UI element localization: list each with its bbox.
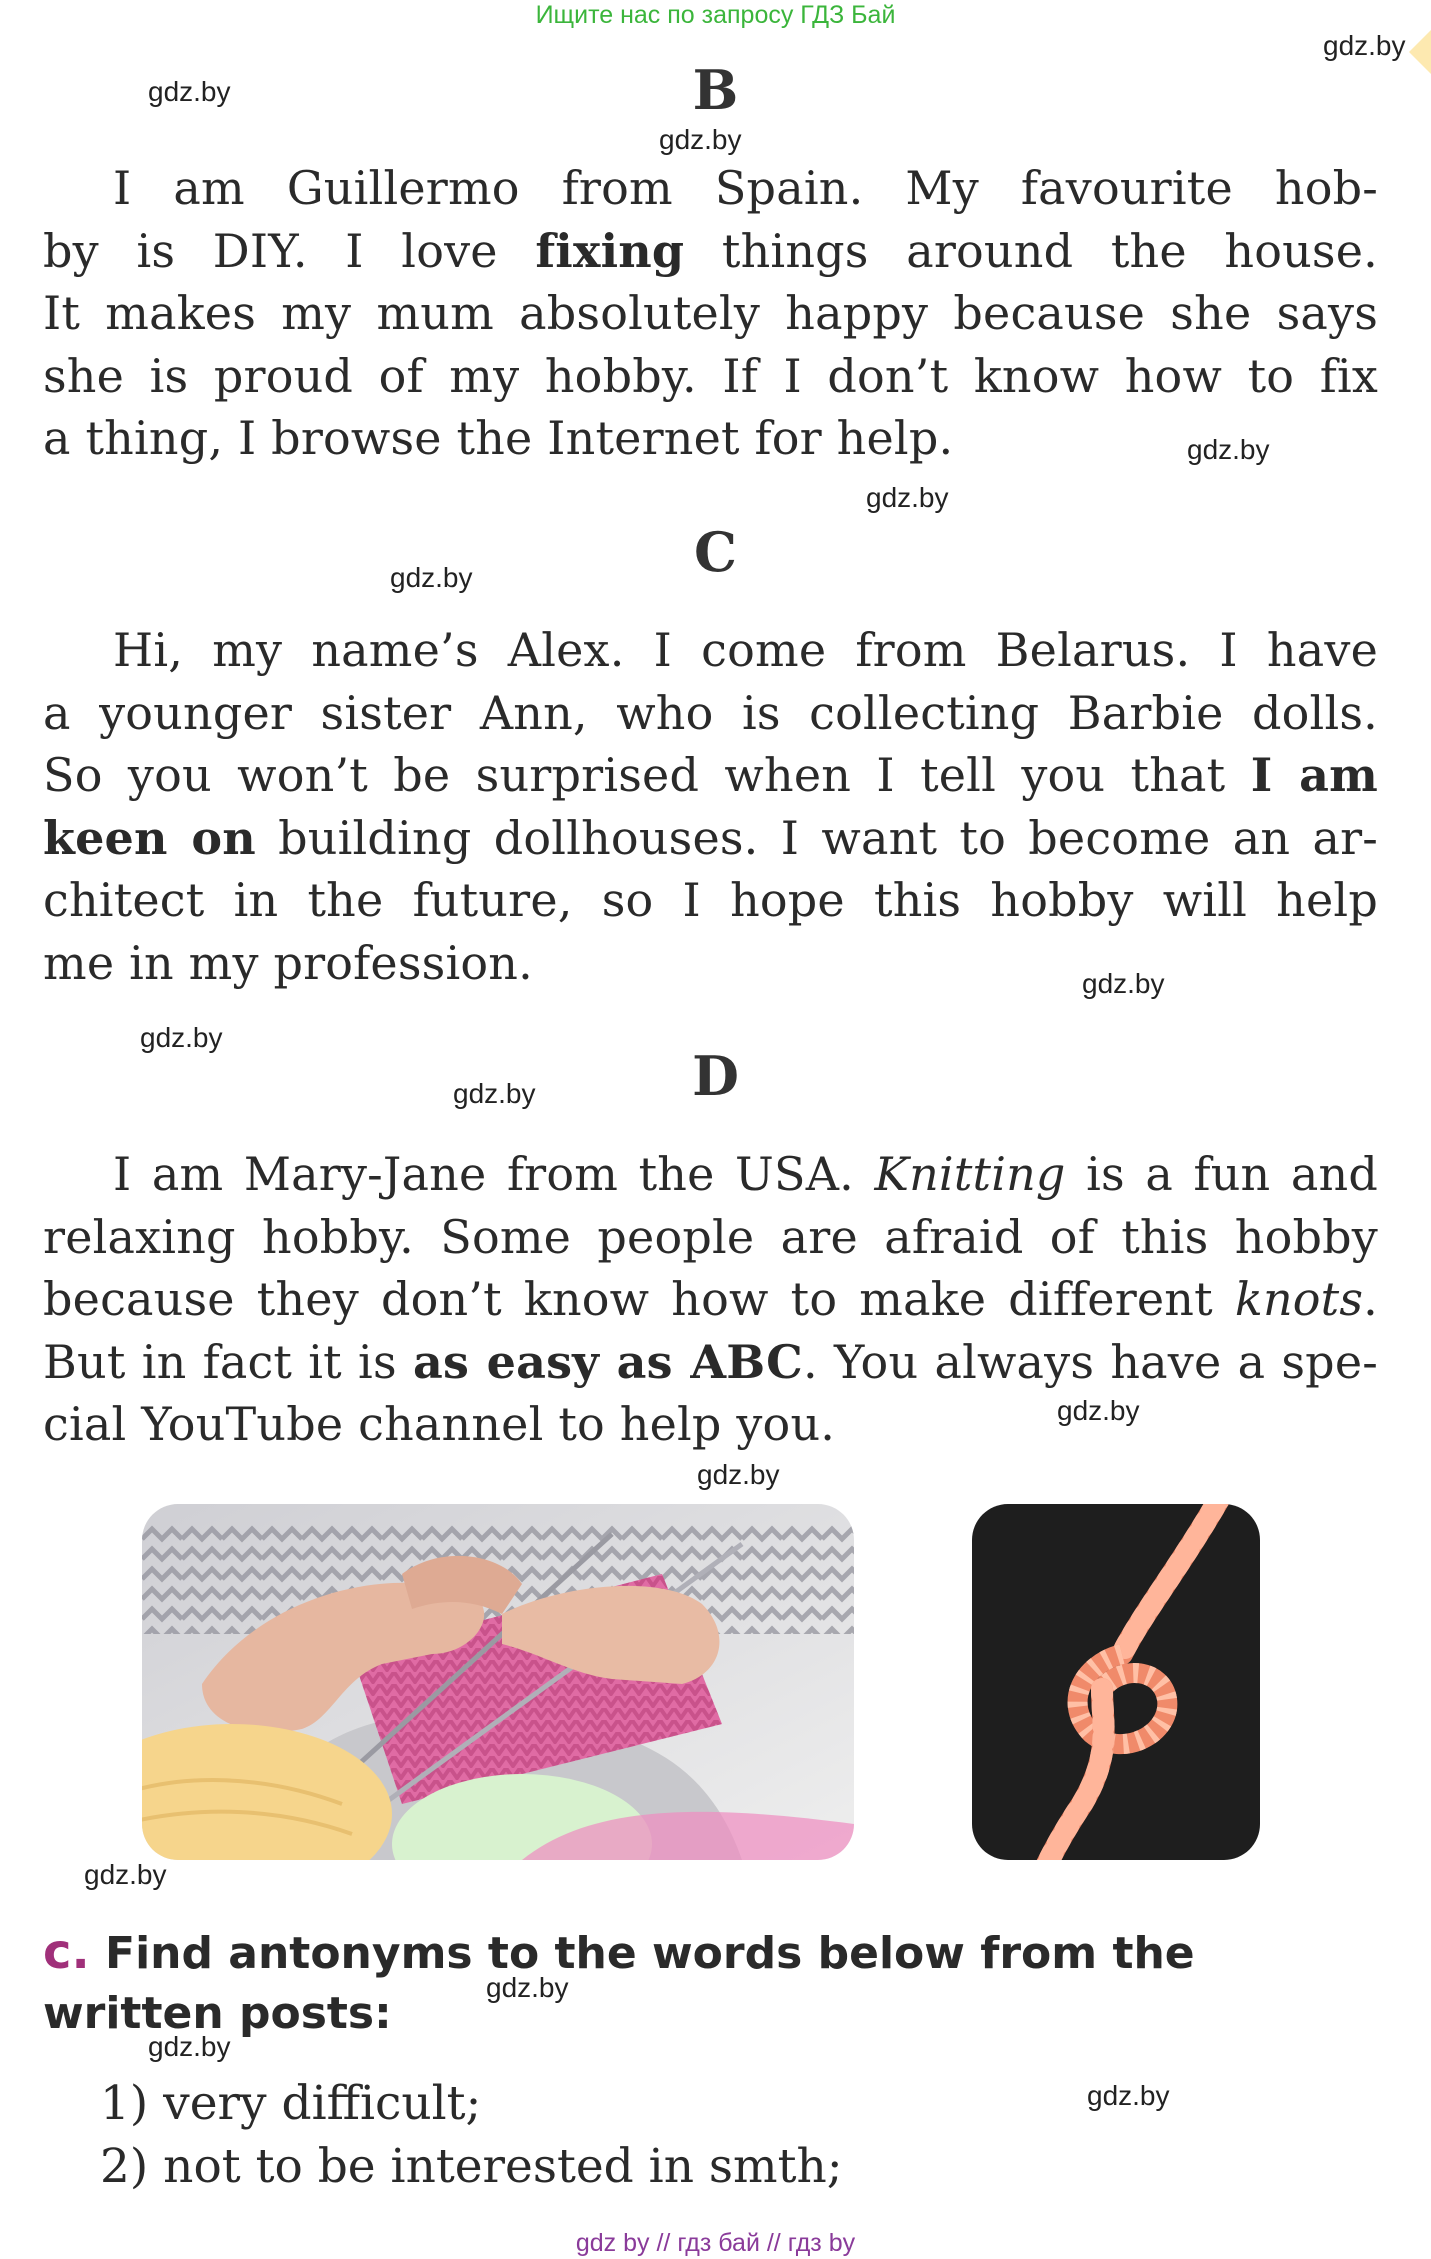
key-word: Knitting — [874, 1147, 1066, 1201]
section-heading-c: C — [694, 520, 737, 584]
post-mary-jane — [43, 1143, 1378, 1456]
watermark: gdz.by — [84, 1859, 167, 1890]
rope-knot-illustration — [972, 1504, 1260, 1860]
key-phrase: I am — [1250, 748, 1379, 802]
watermark: gdz.by — [1057, 1395, 1140, 1426]
watermark: gdz.by — [390, 562, 473, 593]
section-heading-d: D — [692, 1044, 739, 1108]
post-guillermo — [43, 157, 1378, 470]
watermark: gdz.by — [1187, 434, 1270, 465]
key-word: fixing — [535, 223, 685, 278]
watermark: gdz.by — [140, 1022, 223, 1053]
text-line: me in my profession. — [43, 935, 533, 990]
watermark: gdz.by — [486, 1972, 569, 2003]
footer-links[interactable]: gdz by // гдз бай // гдз by — [575, 2229, 856, 2257]
text-line: by is DIY. I love fixing things around the house. — [43, 223, 1378, 278]
key-phrase: as easy as ABC — [412, 1334, 803, 1389]
text-line: chitect in the future, so I hope this hobby will help — [43, 873, 1378, 927]
text-line: It makes my mum absolutely happy because she says — [43, 286, 1378, 340]
text-line: So you won’t be surprised when I tell you that I am — [43, 748, 1379, 802]
word-list — [100, 2072, 1300, 2198]
text-line: I am Guillermo from Spain. My favourite hob- — [113, 161, 1378, 215]
text-line: a younger sister Ann, who is collecting Barbie dolls. — [43, 685, 1378, 740]
text-line: relaxing hobby. Some people are afraid of this hobby — [43, 1209, 1378, 1264]
list-item: 1) very difficult; — [100, 2076, 482, 2131]
watermark: gdz.by — [148, 2031, 231, 2062]
watermark: gdz.by — [1082, 968, 1165, 999]
knot-photo — [972, 1504, 1260, 1860]
key-word: knots — [1234, 1272, 1364, 1326]
watermark: gdz.by — [1087, 2080, 1170, 2111]
watermark: gdz.by — [866, 482, 949, 513]
task-letter: c. — [43, 1924, 90, 1980]
text-line: But in fact it is as easy as ABC. You always have a spe- — [43, 1334, 1378, 1389]
watermark: gdz.by — [697, 1459, 780, 1490]
knitting-photo — [142, 1504, 854, 1860]
text-line: she is proud of my hobby. If I don’t know how to fix — [43, 348, 1378, 403]
text-line: a thing, I browse the Internet for help. — [43, 411, 954, 465]
knitting-illustration — [142, 1504, 854, 1860]
text-line: Hi, my name’s Alex. I come from Belarus. I have — [113, 623, 1378, 677]
text-line: cial YouTube channel to help you. — [43, 1397, 836, 1451]
section-heading-b: B — [692, 58, 739, 122]
key-phrase: keen on — [43, 810, 256, 865]
watermark: gdz.by — [148, 76, 231, 107]
watermark: gdz.by — [659, 124, 742, 155]
text-line: keen on building dollhouses. I want to become an ar- — [43, 810, 1379, 865]
text-line: I am Mary-Jane from the USA. Knitting is a fun and — [113, 1147, 1378, 1201]
watermark: gdz.by — [453, 1078, 536, 1109]
top-banner[interactable]: Ищите нас по запросу ГДЗ Бай — [535, 1, 896, 29]
post-alex — [43, 619, 1378, 994]
watermark: gdz.by — [1323, 30, 1406, 61]
task-instruction: c. Find antonyms to the words below from the written posts: — [43, 1924, 1195, 2039]
list-item: 2) not to be interested in smth; — [100, 2139, 843, 2194]
text-line: because they don’t know how to make different knots. — [43, 1272, 1378, 1326]
